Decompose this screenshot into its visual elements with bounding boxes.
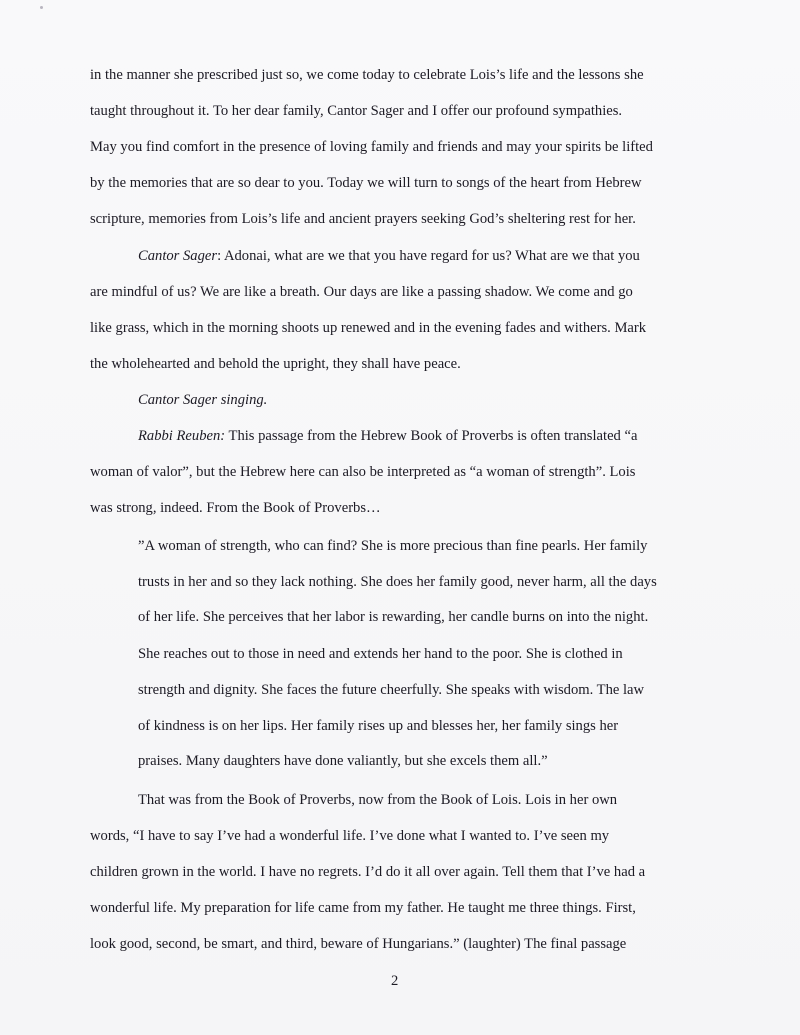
body-line: words, “I have to say I’ve had a wonderful life. I’ve done what I wanted to. I’ve seen my	[90, 828, 610, 844]
quote-line: of kindness is on her lips. Her family rises up and blesses her, her family sings her	[138, 718, 619, 734]
body-line: That was from the Book of Proverbs, now from the Book of Lois. Lois in her own	[138, 792, 618, 808]
speaker-name: Cantor Sager	[138, 248, 218, 264]
body-line: in the manner she prescribed just so, we come today to celebrate Lois’s life and the lessons she	[90, 67, 644, 83]
speaker-line	[138, 427, 637, 445]
quote-line: trusts in her and so they lack nothing. She does her family good, never harm, all the days	[138, 574, 657, 590]
body-line: woman of valor”, but the Hebrew here can also be interpreted as “a woman of strength”. Lois	[90, 464, 636, 480]
body-line: the wholehearted and behold the upright, they shall have peace.	[90, 356, 461, 372]
quote-line: ”A woman of strength, who can find? She is more precious than fine pearls. Her family	[138, 538, 648, 554]
body-line: May you find comfort in the presence of loving family and friends and may your spirits be lifted	[90, 139, 653, 155]
stage-direction: Cantor Sager singing.	[138, 392, 268, 408]
quote-line: She reaches out to those in need and extends her hand to the poor. She is clothed in	[138, 646, 623, 662]
page-number: 2	[391, 973, 399, 989]
body-line: wonderful life. My preparation for life came from my father. He taught me three things. First,	[90, 900, 636, 916]
body-line: children grown in the world. I have no regrets. I’d do it all over again. Tell them that I’ve had a	[90, 864, 646, 880]
body-line: like grass, which in the morning shoots up renewed and in the evening fades and withers. Mark	[90, 320, 647, 336]
scan-speck	[40, 6, 43, 9]
body-line: are mindful of us? We are like a breath. Our days are like a passing shadow. We come and go	[90, 284, 633, 300]
body-line: scripture, memories from Lois’s life and ancient prayers seeking God’s sheltering rest for her.	[90, 211, 636, 227]
quote-line: praises. Many daughters have done valiantly, but she excels them all.”	[138, 753, 548, 769]
body-line: look good, second, be smart, and third, beware of Hungarians.” (laughter) The final passage	[90, 936, 627, 952]
body-line: was strong, indeed. From the Book of Proverbs…	[90, 500, 381, 516]
speaker-text: : Adonai, what are we that you have regard for us? What are we that you	[217, 248, 640, 264]
speaker-text: This passage from the Hebrew Book of Proverbs is often translated “a	[225, 428, 638, 444]
body-line: by the memories that are so dear to you. Today we will turn to songs of the heart from Hebrew	[90, 175, 642, 191]
quote-line: of her life. She perceives that her labor is rewarding, her candle burns on into the night.	[138, 609, 649, 625]
quote-line: strength and dignity. She faces the future cheerfully. She speaks with wisdom. The law	[138, 682, 645, 698]
speaker-line	[138, 247, 640, 265]
speaker-name: Rabbi Reuben:	[138, 428, 226, 444]
body-line: taught throughout it. To her dear family, Cantor Sager and I offer our profound sympathies.	[90, 103, 623, 119]
